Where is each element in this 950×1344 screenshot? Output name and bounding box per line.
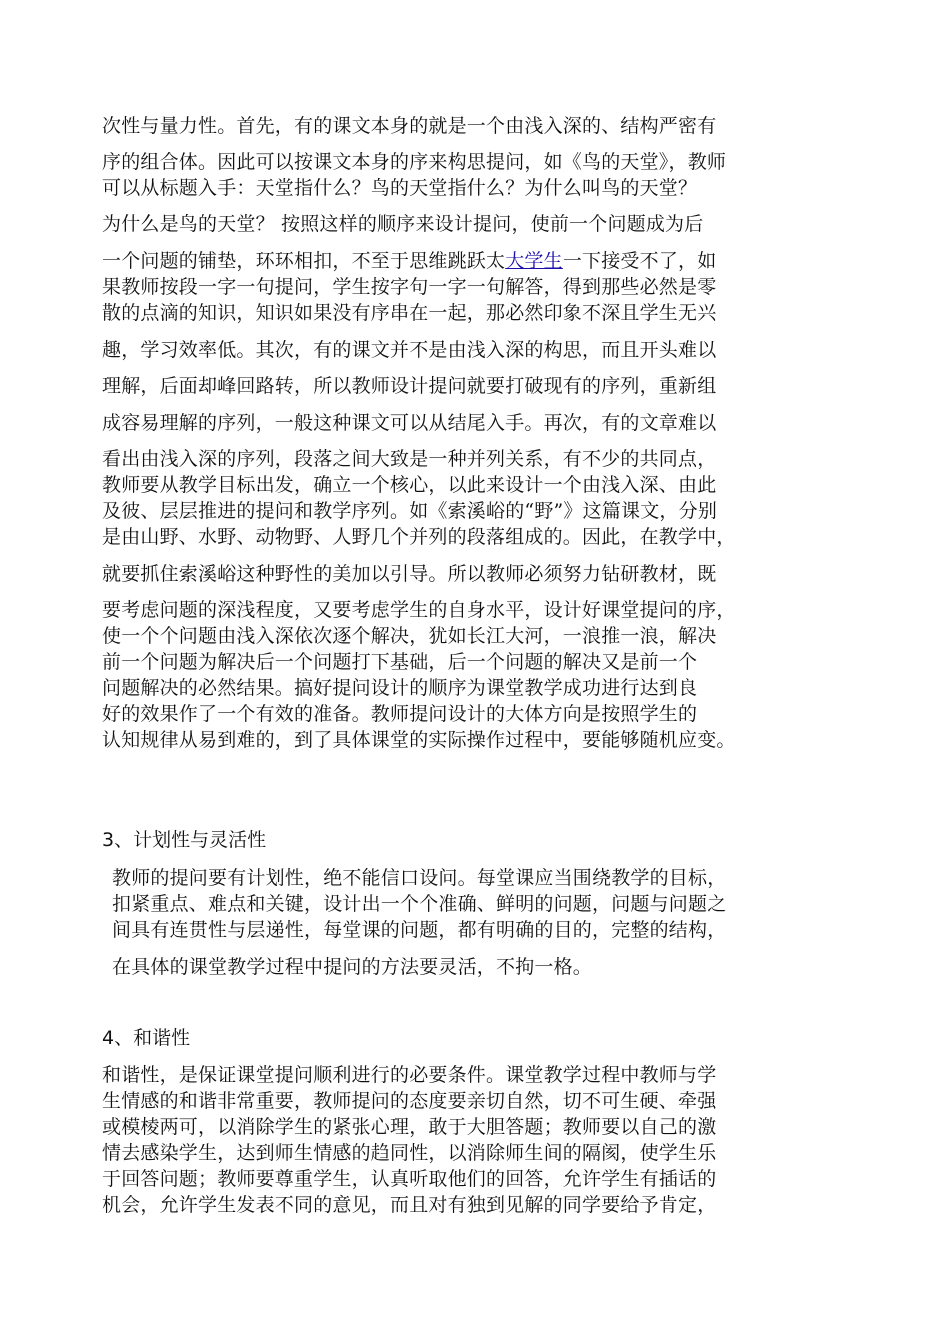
paragraph-line: 间具有连贯性与层递性，每堂课的问题，都有明确的目的，完整的结构， <box>112 919 727 941</box>
paragraph-line: 于回答问题；教师要尊重学生，认真听取他们的回答，允许学生有插话的 <box>102 1168 717 1190</box>
paragraph-line: 次性与量力性。首先，有的课文本身的就是一个由浅入深的、结构严密有 <box>102 115 717 137</box>
section-heading-4: 4、和谐性 <box>102 1027 191 1049</box>
paragraph-line-with-link <box>102 249 716 273</box>
paragraph-line: 前一个问题为解决后一个问题打下基础，后一个问题的解决又是前一个 <box>102 651 698 673</box>
paragraph-line: 认知规律从易到难的，到了具体课堂的实际操作过程中，要能够随机应变。 <box>102 729 736 751</box>
paragraph-line: 可以从标题入手：天堂指什么？鸟的天堂指什么？为什么叫鸟的天堂？ <box>102 177 698 199</box>
section-heading-3: 3、计划性与灵活性 <box>102 829 267 851</box>
paragraph-line: 好的效果作了一个有效的准备。教师提问设计的大体方向是按照学生的 <box>102 703 698 725</box>
daxuesheng-link[interactable]: 大学生 <box>505 250 563 272</box>
paragraph-line: 在具体的课堂教学过程中提问的方法要灵活，不拘一格。 <box>112 956 593 978</box>
paragraph-text: 一下接受不了，如 <box>562 250 717 272</box>
paragraph-line: 是由山野、水野、动物野、人野几个并列的段落组成的。因此，在教学中， <box>102 526 736 548</box>
paragraph-line: 情去感染学生，达到师生情感的趋同性，以消除师生间的隔阂，使学生乐 <box>102 1142 717 1164</box>
paragraph-line: 散的点滴的知识，知识如果没有序串在一起，那必然印象不深且学生无兴 <box>102 302 717 324</box>
paragraph-line: 生情感的和谐非常重要，教师提问的态度要亲切自然，切不可生硬、牵强 <box>102 1090 717 1112</box>
paragraph-line: 理解，后面却峰回路转，所以教师设计提问就要打破现有的序列，重新组 <box>102 375 717 397</box>
paragraph-line: 成容易理解的序列，一般这种课文可以从结尾入手。再次，有的文章难以 <box>102 412 717 434</box>
paragraph-line: 机会，允许学生发表不同的意见，而且对有独到见解的同学要给予肯定， <box>102 1194 717 1216</box>
paragraph-line: 就要抓住索溪峪这种野性的美加以引导。所以教师必须努力钻研教材，既 <box>102 563 717 585</box>
paragraph-line: 教师的提问要有计划性，绝不能信口设问。每堂课应当围绕教学的目标， <box>112 867 727 889</box>
paragraph-text: 一个问题的铺垫，环环相扣，不至于思维跳跃太 <box>102 250 506 272</box>
paragraph-line: 使一个个问题由浅入深依次逐个解决，犹如长江大河，一浪推一浪，解决 <box>102 625 717 647</box>
paragraph-line: 为什么是鸟的天堂？ 按照这样的顺序来设计提问，使前一个问题成为后 <box>102 213 704 235</box>
paragraph-line: 要考虑问题的深浅程度，又要考虑学生的自身水平，设计好课堂提问的序， <box>102 599 736 621</box>
paragraph-line: 或模棱两可，以消除学生的紧张心理，敢于大胆答题；教师要以自己的激 <box>102 1116 717 1138</box>
paragraph-line: 问题解决的必然结果。搞好提问设计的顺序为课堂教学成功进行达到良 <box>102 677 698 699</box>
paragraph-line: 扣紧重点、难点和关键，设计出一个个准确、鲜明的问题，问题与问题之 <box>112 893 727 915</box>
paragraph-line: 看出由浅入深的序列，段落之间大致是一种并列关系，有不少的共同点， <box>102 448 717 470</box>
paragraph-line: 和谐性，是保证课堂提问顺利进行的必要条件。课堂教学过程中教师与学 <box>102 1064 717 1086</box>
paragraph-line: 果教师按段一字一句提问，学生按字句一字一句解答，得到那些必然是零 <box>102 276 717 298</box>
paragraph-line: 教师要从教学目标出发，确立一个核心，以此来设计一个由浅入深、由此 <box>102 474 717 496</box>
paragraph-line: 趣，学习效率低。其次，有的课文并不是由浅入深的构思，而且开头难以 <box>102 339 717 361</box>
paragraph-line: 序的组合体。因此可以按课文本身的序来构思提问，如《鸟的天堂》，教师 <box>102 151 727 173</box>
paragraph-line: 及彼、层层推进的提问和教学序列。如《索溪峪的“野”》这篇课文，分别 <box>102 500 718 522</box>
